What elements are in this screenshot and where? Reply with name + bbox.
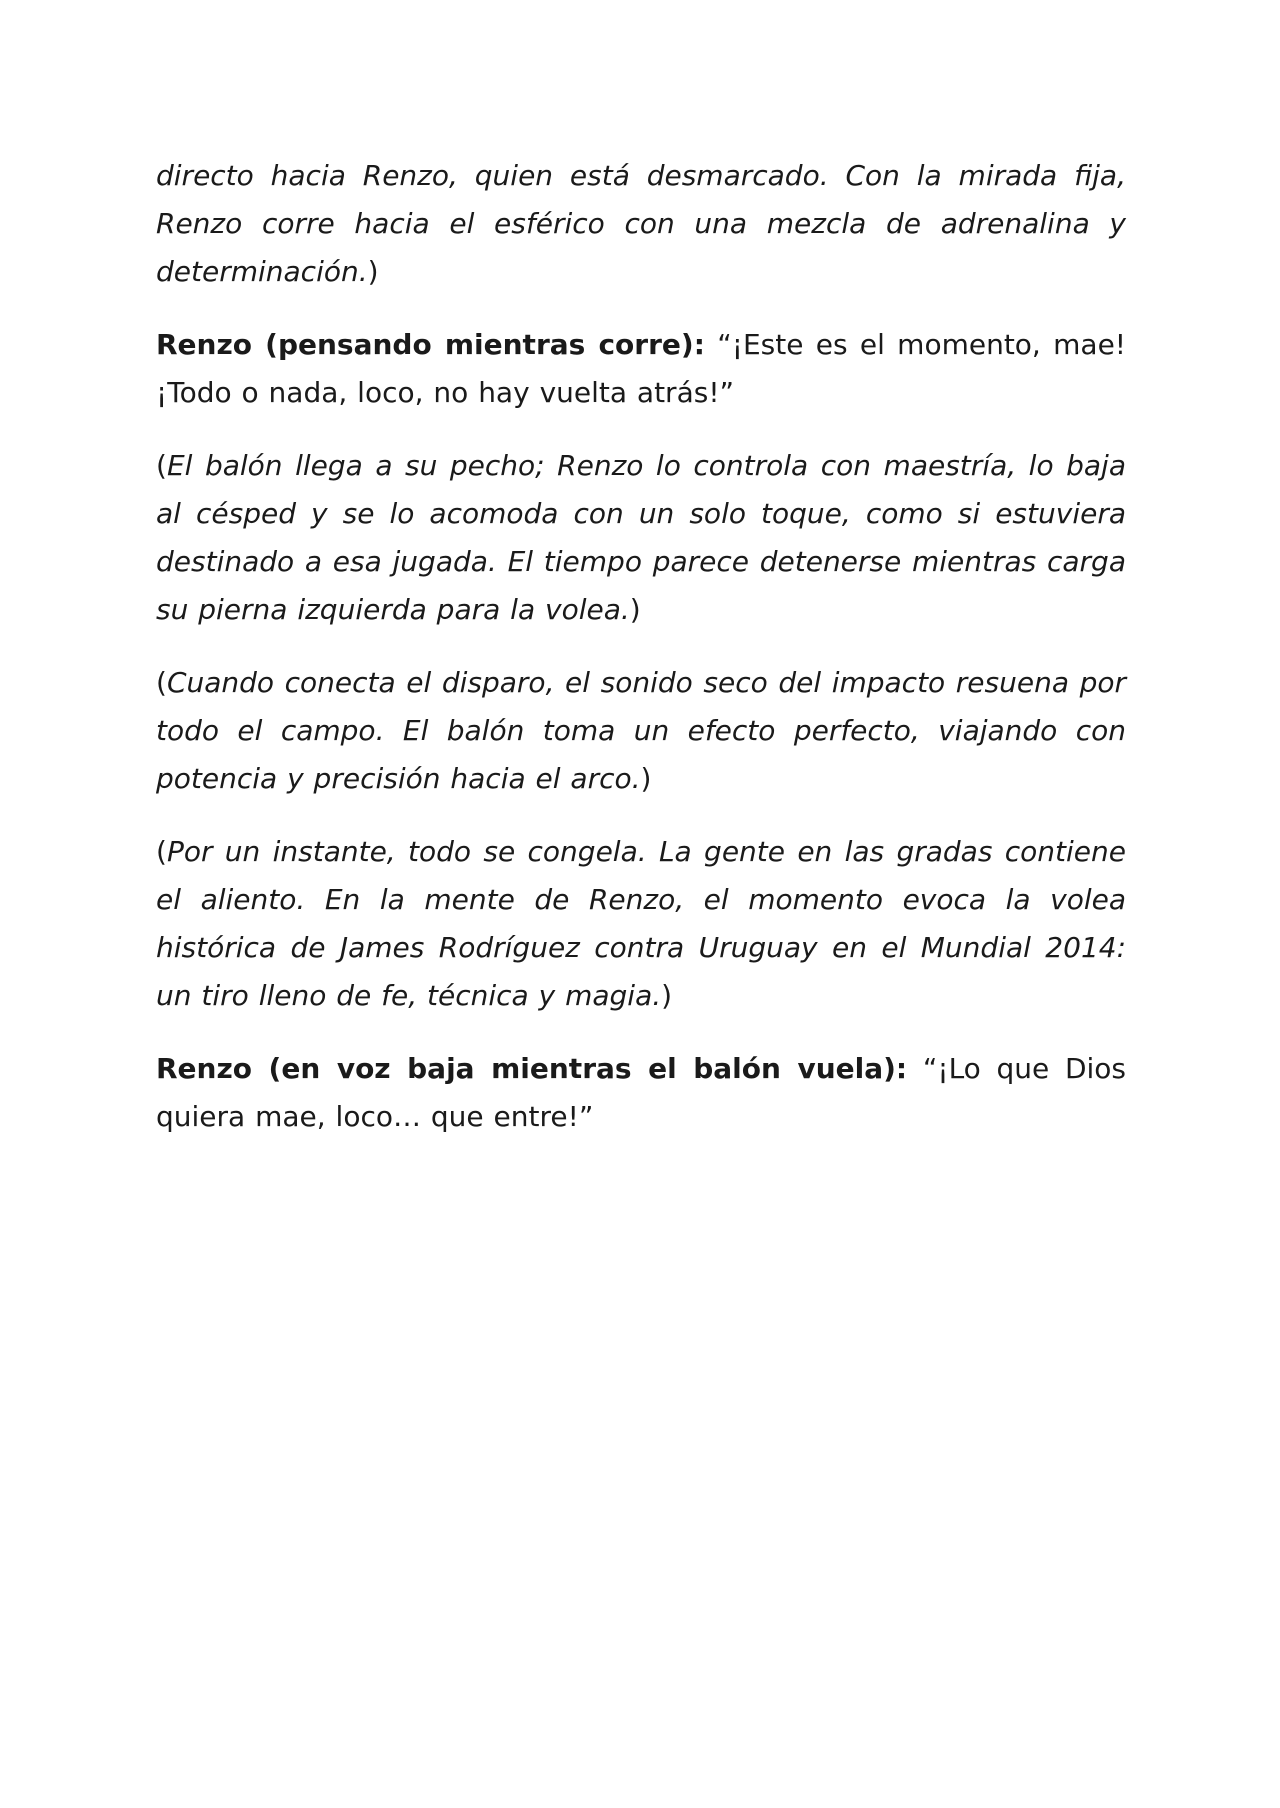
- close-paren: ): [661, 979, 673, 1012]
- close-paren: ): [629, 593, 641, 626]
- speaker-label: Renzo (pensando mientras corre):: [156, 328, 705, 361]
- document-page: [156, 152, 1126, 1166]
- stage-direction-paragraph: [156, 152, 1126, 296]
- dialogue-paragraph: [156, 1045, 1126, 1141]
- stage-direction-text: Por un instante, todo se congela. La gente en las gradas contiene el aliento. En la mente de Renzo, el momento evoca la volea histórica de James Rodríguez contra Uruguay en el Mundial 2014: un tiro lleno de fe, técnica y magia.: [156, 835, 1126, 1012]
- stage-direction-text: El balón llega a su pecho; Renzo lo controla con maestría, lo baja al césped y se lo acomoda con un solo toque, como si estuviera destinado a esa jugada. El tiempo parece detenerse mientras carga su pierna izquierda para la volea.: [156, 449, 1126, 626]
- stage-direction-paragraph: [156, 828, 1126, 1020]
- dialogue-line: “¡Lo que Dios quiera mae, loco… que entre!”: [156, 1052, 1126, 1133]
- open-paren: (: [156, 449, 167, 482]
- close-paren: ): [367, 255, 379, 288]
- stage-direction-paragraph: [156, 442, 1126, 634]
- open-paren: (: [156, 835, 167, 868]
- open-paren: (: [156, 666, 167, 699]
- speaker-label: Renzo (en voz baja mientras el balón vuela):: [156, 1052, 908, 1085]
- dialogue-line: “¡Este es el momento, mae! ¡Todo o nada, loco, no hay vuelta atrás!”: [156, 328, 1127, 409]
- stage-direction-text: Cuando conecta el disparo, el sonido seco del impacto resuena por todo el campo. El balón toma un efecto perfecto, viajando con potencia y precisión hacia el arco.: [156, 666, 1126, 795]
- stage-direction-text: directo hacia Renzo, quien está desmarcado. Con la mirada fija, Renzo corre hacia el esférico con una mezcla de adrenalina y determinación.: [156, 159, 1126, 288]
- stage-direction-paragraph: [156, 659, 1126, 803]
- close-paren: ): [640, 762, 652, 795]
- dialogue-paragraph: [156, 321, 1126, 417]
